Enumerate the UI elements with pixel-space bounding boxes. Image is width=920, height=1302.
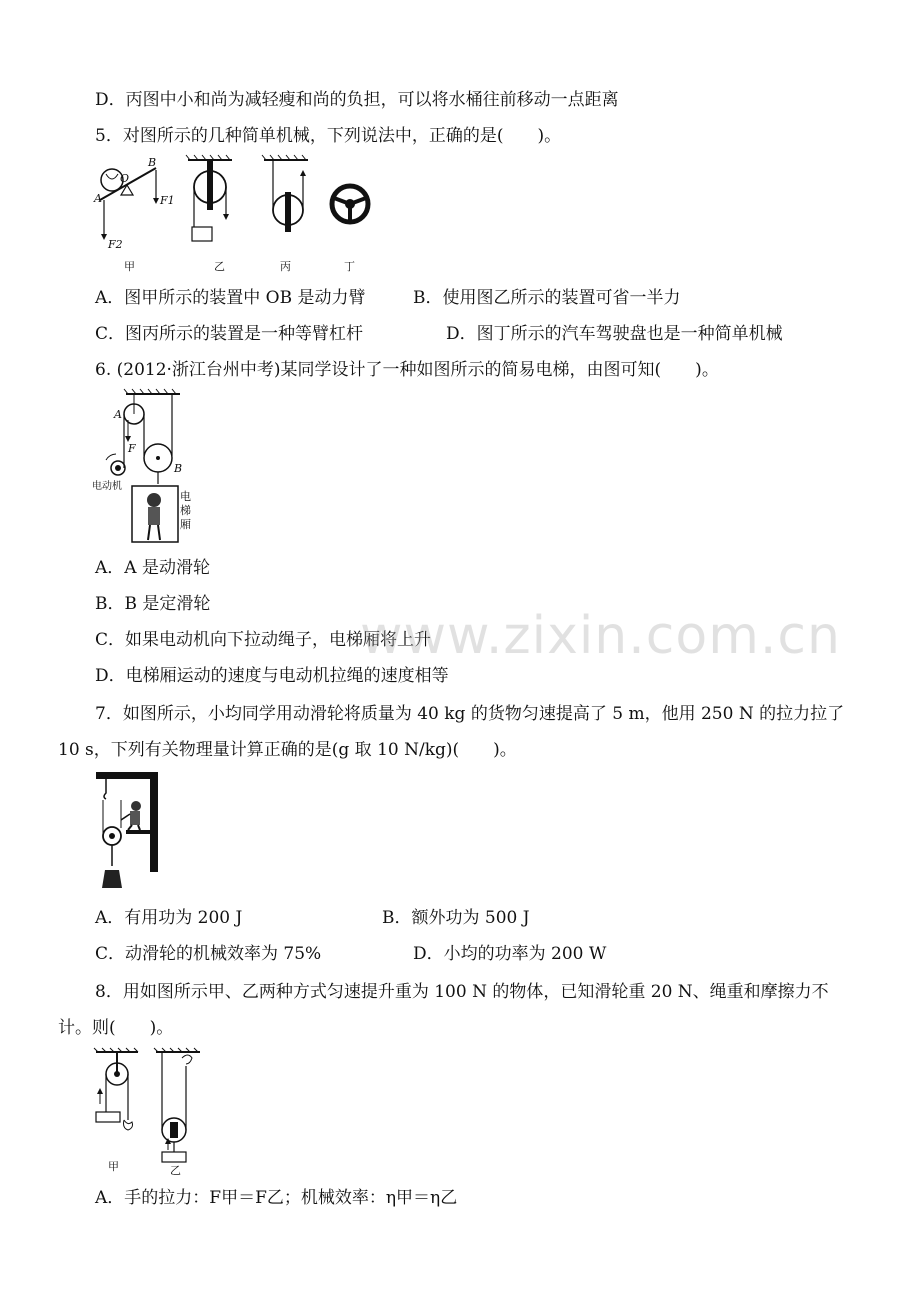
q5-option-b: B．使用图乙所示的装置可省一半力 <box>413 288 681 308</box>
svg-text:厢: 厢 <box>180 518 191 531</box>
svg-text:电动机: 电动机 <box>92 481 122 492</box>
svg-text:B: B <box>148 156 157 169</box>
svg-text:A: A <box>114 408 122 421</box>
q8-stem-line2: 计。则( )。 <box>58 1018 174 1038</box>
q5-steering-wheel-figure <box>332 186 368 273</box>
svg-text:O: O <box>120 172 130 185</box>
q7-option-b: B．额外功为 500 J <box>382 908 530 928</box>
svg-text:乙: 乙 <box>170 1164 181 1176</box>
q5-option-d: D．图丁所示的汽车驾驶盘也是一种简单机械 <box>446 324 783 344</box>
q6-stem: 6. (2012·浙江台州中考)某同学设计了一种如图所示的简易电梯，由图可知( )。 <box>95 360 719 380</box>
svg-text:梯: 梯 <box>180 504 191 517</box>
svg-text:乙: 乙 <box>214 260 225 273</box>
svg-text:A: A <box>94 192 102 205</box>
q5-movable-pulley-figure <box>262 155 308 273</box>
q5-option-a: A．图甲所示的装置中 OB 是动力臂 <box>95 288 366 308</box>
svg-text:B: B <box>174 462 183 475</box>
q7-option-d: D．小均的功率为 200 W <box>413 944 607 964</box>
svg-text:F1: F1 <box>160 194 175 207</box>
q6-option-a: A．A 是动滑轮 <box>95 558 210 578</box>
svg-text:F2: F2 <box>108 238 123 251</box>
q4-option-d: D．丙图中小和尚为减轻瘦和尚的负担，可以将水桶往前移动一点距离 <box>95 90 619 110</box>
q5-stem: 5．对图所示的几种简单机械，下列说法中，正确的是( )。 <box>95 126 562 146</box>
svg-text:电: 电 <box>180 490 191 503</box>
q8-option-a: A．手的拉力：F甲＝F乙；机械效率：η甲＝η乙 <box>95 1188 458 1208</box>
svg-text:F: F <box>128 442 136 455</box>
q7-option-c: C．动滑轮的机械效率为 75% <box>95 944 322 964</box>
watermark: www.zixin.com.cn <box>360 606 841 666</box>
q5-lever-figure <box>93 156 175 273</box>
svg-text:甲: 甲 <box>108 1160 119 1173</box>
q5-figure <box>90 152 390 280</box>
q8-stem-line1: 8．用如图所示甲、乙两种方式匀速提升重为 100 N 的物体，已知滑轮重 20 N、绳重和摩擦力不 <box>95 982 829 1002</box>
q7-option-a: A．有用功为 200 J <box>95 908 243 928</box>
q5-fixed-pulley-figure <box>186 155 232 273</box>
q7-stem-line1: 7．如图所示，小均同学用动滑轮将质量为 40 kg 的货物匀速提高了 5 m，他用 250 N 的拉力拉了 <box>95 704 845 724</box>
svg-text:丁: 丁 <box>344 260 355 273</box>
q8-pulleys-figure <box>90 1046 210 1176</box>
svg-text:丙: 丙 <box>280 260 291 273</box>
svg-text:甲: 甲 <box>124 260 135 273</box>
q5-option-c: C．图丙所示的装置是一种等臂杠杆 <box>95 324 364 344</box>
q7-stem-line2: 10 s，下列有关物理量计算正确的是(g 取 10 N/kg)( )。 <box>58 740 517 760</box>
q7-pulley-figure <box>92 770 164 896</box>
q6-option-b: B．B 是定滑轮 <box>95 594 211 614</box>
q6-option-d: D．电梯厢运动的速度与电动机拉绳的速度相等 <box>95 666 449 686</box>
q6-elevator-figure <box>88 388 218 544</box>
q6-option-c: C．如果电动机向下拉动绳子，电梯厢将上升 <box>95 630 432 650</box>
